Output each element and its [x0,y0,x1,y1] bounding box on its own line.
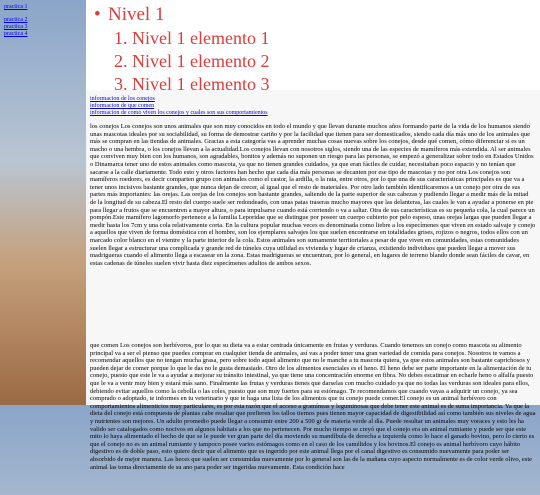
nav-link-practica-2[interactable]: practica 2 [4,17,28,23]
page-nav [4,4,84,38]
nav-link-practica-4[interactable]: practica 4 [4,31,28,37]
level-1-item [94,4,164,26]
paragraph-los-conejos: los conejos Los conejos son unos animales que son muy conocidos en todo el mundo y que llevan durante muchos años formando parte de la vida de los humanos siendo unas mascotas ideales por su sociabilidad, su forma de demostrar cariño y por la facilidad que tienen para ser domesticados, siendo cada día más uno de los animales que más se compran en las tiendas de animales. Gracias a esta categoría vas a aprender muchas cosas nuevas sobre los conejos, desde qué comen, cómo diferenciar si es un macho o una hembra, o los conejos llevan a la actualidad.Los conejos llevan con nosotros siglos, siendo una de las especies de mamíferos más extendida. Al ser animales que conviven muy bien con los humanos, son agradables, bonitos y además no suponen un riesgo para las personas, se empezó a generalizar sobre todo en Estados Unidos o Dinamarca tener uno de estos animales como mascota, ya que no tienen grandes cuidados, ya que eran fáciles de cuidar, necesitaban poco espacio y no tenían que sacarse a la calle diariamente. Todo esto y otros factores han hecho que cada día más personas se decanten por ese tipo de mascotas y no por otra Los conejos son mamíferos roedores, es decir comparten grupo con animales como el castor, la ardilla, o la rata, entre otros, por lo que una de sus características principales es que va a tener unos incisivos bastante grandes, que nunca dejan de crecer, al igual que el resto de materiales. Por otro lado también identificaremos a un conejo por otra de sus partes más importantes: las orejas. Las orejas de los conejos son bastante grandes, saliendo de la parte superior de sus cabezas y pudiendo llegar a medir más de la mitad de la longitud de su cabeza.El resto del cuerpo suele ser redondeado, con unas patas traseras mucho mayores que las delanteras, las cuales le van a ayudar a ponerse en pie para llegar a frutos que se encuentren a mayor altura, o para impulsarse cuando está corriendo o va a saltar. Otra de sus características es su pequeña cola, la cual parece un pompón.Este mamífero lagomorfo pertenece a la familia Leporidae que se distingue por poseer un cuerpo cubierto por pelo espeso, unas orejas largas que pueden llegar a medir hasta los 7cm y una cola relativamente corta. En la cultura popular muchas veces es denominada como liebre a los especímenes que viven en estado salvaje y conejo a aquellos que viven de forma doméstica con el hombre, son los ejemplares salvajes los que suelen encontrarse en totalidades grises, rojizos o negros, todos ellos con un marcado color blanco en el vientre y la parte interior de la cola. Estos animales son sumamente territoriales a pesar de que viven en comunidades, estas comunidades suelen llegar a estructurar una complicada y grande red de túneles cuya utilidad es vivienda y lugar de crianza, existiendo individuos que pueden llegar a mover sus madrigueras cuando el alimento llega a escasear en la zona. Estas madrigueras se encuentran, por lo general, en lugares de terreno blando donde sean fáciles de cavar, en estas cadenas de túneles suelen vivir hasta diez especímenes adultos de ambos sexos. [90,123,536,267]
level-1-element-3: 3. Nivel 1 elemento 3 [114,74,270,90]
nav-link-practica-3[interactable]: practica 3 [4,24,28,30]
link-informacion-conejos[interactable]: informacion de los conejos [90,96,155,102]
link-informacion-que-comen[interactable]: informacion de que comen [90,103,155,109]
level-1-element-1: 1. Nivel 1 elemento 1 [114,28,270,48]
nav-link-practica-1[interactable]: practica 1 [4,4,28,10]
paragraph-que-comen: que comen Los conejos son herbívoros, por lo que su dieta va a estar centrada únicamente en frutas y verduras. Cuando tenemos un conejo como mascota su alimento principal va a ser el pienso que puedes comprar en cualquier tienda de animales, así vas a poder tener una gran variedad de comida para conejos. Nosotros te vamos a recomendar aquellos que no tengan mucha grasa, pero sobre todo aquel alimento que no le manche a tu mascota quiera, ya que estos animales son bastante caprichosos y pueden dejar de comer porque lo que le das no le gusta demasiado. Otro de los alimentos esenciales es el heno. El heno debe ser parte importante en la alimentación de tu conejo, puesto que este le va a ayudar a mejorar su tránsito intestinal, ya que tiene una concentración enorme en fibra. No debes escatimar en echarle heno o alfalfa puesto que le va a venir muy bien y estará más sano. Finalmente las frutas y verduras tienes que darselas con mucho cuidado ya que no todas las verduras son ideales para ellos, debiendo evitar aquellos como la cebolla o las coles, puesto que son muy fuertes para su estómago. Te recomendamos que cuando vayas a adquirir un conejo, ya sea comprado o adoptado, te informes en tu veterinario y que te haga una lista de los alimentos que tu conejo puede comer.El conejo es un animal herbívoro con comportamientos alimenticios muy particulares, es por esta razón que el acceso a gramíneas y leguminosas que debe tener este animal es de suma importancia. Ya que la dieta del conejo está compuesta de plantas cabe resaltar que prefieren los tallos tiernos pues tienen mayor capacidad de digestibilidad así como también sus niveles de agua y nutrientes son mejores. Un adulto promedio puede llegar a consumir entre 200 a 500 gr de materia verde al día. Puede resultar un animales muy voraces y esto les ha valido ser catalogados como nocivos en algunos hábitats a los que no pertenecen. Por mucho tiempo se creyó que el conejo era un animal rumiante y puede ser que este mito lo haya alimentado el hecho de que se le puede ver gran parte del día moviendo su mandíbula de derecha a izquierda como lo hace el ganado bovino, pero lo cierto es que el conejo no es un animal rumiante y tampoco posee varios estómagos como en el caso de los camélidos y los bovinos.El conejo es animal herbívoro cuyo hábito digestivo es de doble paso, esto quiere decir que el alimento que es ingerido por este animal llega por el canal digestivo es consumido nuevamente para poder ser absorbido de mejor manera. Las heces que suelen ser consumidas nuevamente por lo general son las de la mañana cuyo aspecto normalmente es de color verde olivo, este animal las toma directamente de su ano para poder ser ingeridas nuevamente. Esta condición hace [90,342,536,471]
level-1-label: Nivel 1 [108,4,165,25]
link-informacion-comportamientos[interactable]: informacion de como viven los conejos y cuales son sus comportamientos [90,110,268,116]
content-panel [86,90,540,471]
level-1-element-2: 2. Nivel 1 elemento 2 [114,51,270,71]
topic-links [90,96,268,117]
hero-list [86,0,540,90]
bullet-icon: • [94,4,101,25]
